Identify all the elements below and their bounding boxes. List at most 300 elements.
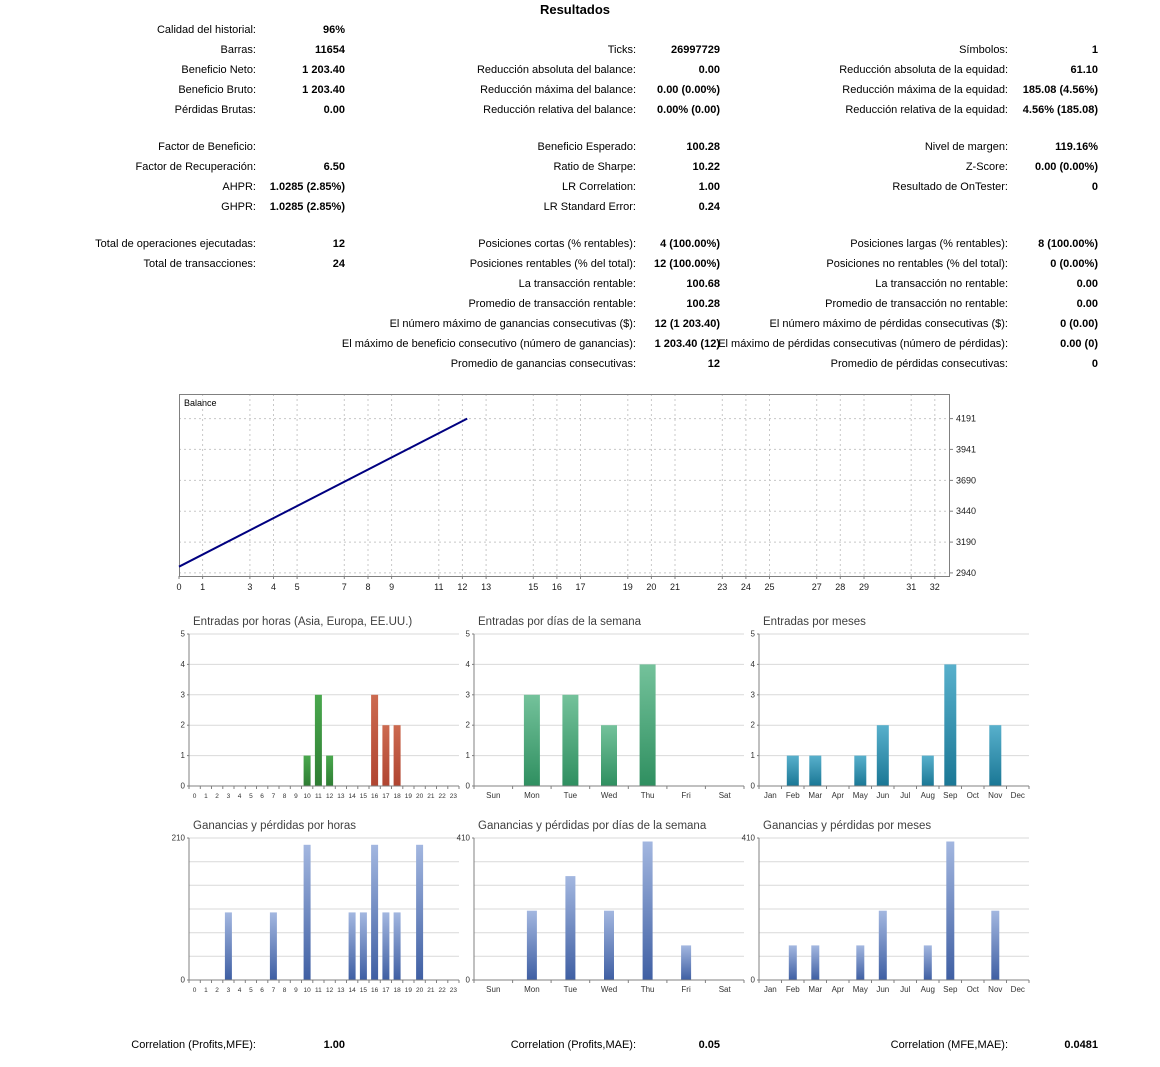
stats-block-1-col-3 (712, 20, 1098, 120)
stat-row (300, 1035, 720, 1055)
balance-chart (175, 394, 1005, 604)
stat-row (300, 197, 720, 217)
chart-title: Entradas por meses (763, 616, 866, 628)
svg-text:1: 1 (465, 751, 470, 761)
stat-value: 1.0285 (2.85%) (269, 181, 345, 193)
svg-text:Apr: Apr (831, 985, 845, 994)
stat-row (712, 254, 1098, 274)
stat-row (300, 294, 720, 314)
stats-block-3-col-1 (30, 234, 345, 274)
chart-profits-by-months (739, 820, 1039, 998)
stat-label: El número máximo de pérdidas consecutivas ($): (769, 318, 1008, 330)
svg-text:21: 21 (427, 793, 435, 800)
svg-text:6: 6 (260, 987, 264, 994)
chart-plot (169, 629, 469, 804)
svg-text:May: May (852, 791, 868, 800)
stat-label: La transacción rentable: (518, 278, 636, 290)
svg-text:Aug: Aug (920, 985, 935, 994)
stat-label: Reducción máxima del balance: (480, 84, 636, 96)
svg-text:Jul: Jul (900, 791, 911, 800)
svg-text:4: 4 (180, 659, 185, 669)
stats-block-1-col-1 (30, 20, 345, 120)
svg-text:3690: 3690 (956, 475, 977, 486)
stat-label: Posiciones no rentables (% del total): (826, 258, 1008, 270)
svg-text:32: 32 (929, 582, 940, 592)
svg-text:0: 0 (750, 975, 755, 985)
chart-title: Ganancias y pérdidas por meses (763, 820, 932, 832)
svg-text:8: 8 (365, 582, 371, 592)
stat-row (30, 80, 345, 100)
svg-text:Sep: Sep (943, 791, 958, 800)
stat-value: 0.05 (698, 1039, 720, 1051)
stat-value: 12 (707, 358, 720, 370)
stat-row (300, 20, 720, 40)
stat-value: 0.00 (0.00%) (1035, 161, 1098, 173)
svg-text:0: 0 (465, 781, 470, 791)
stat-label: Símbolos: (959, 44, 1008, 56)
stat-row (300, 100, 720, 120)
stat-label: Correlation (Profits,MFE): (131, 1039, 256, 1051)
svg-text:0: 0 (192, 793, 197, 800)
chart-profits-by-days (454, 820, 754, 998)
svg-text:1: 1 (180, 751, 185, 761)
svg-text:Mar: Mar (808, 985, 823, 994)
svg-text:Sun: Sun (486, 791, 501, 800)
svg-text:19: 19 (404, 793, 413, 800)
stat-value: 0.00 (0.00%) (657, 84, 720, 96)
svg-text:2: 2 (465, 720, 470, 730)
svg-text:23: 23 (449, 987, 458, 994)
svg-text:4191: 4191 (956, 413, 977, 424)
chart-plot (739, 629, 1039, 804)
stat-value: 1.0285 (2.85%) (269, 201, 345, 213)
balance-chart-label: Balance (184, 398, 217, 408)
svg-text:Jun: Jun (876, 985, 890, 994)
svg-text:Jun: Jun (876, 791, 890, 800)
svg-text:22: 22 (438, 793, 446, 800)
balance-chart-plot (175, 394, 1005, 599)
svg-text:14: 14 (348, 793, 356, 800)
stat-row (712, 354, 1098, 374)
stat-row (712, 234, 1098, 254)
chart-entries-by-days (454, 616, 754, 804)
stat-row (300, 177, 720, 197)
stats-block-2-col-2 (300, 137, 720, 217)
stat-row (300, 137, 720, 157)
stat-row (300, 80, 720, 100)
stat-label: Correlation (MFE,MAE): (890, 1039, 1008, 1051)
stat-row (712, 40, 1098, 60)
svg-text:2: 2 (215, 987, 219, 994)
svg-text:8: 8 (282, 793, 287, 800)
stat-row (712, 294, 1098, 314)
svg-text:Nov: Nov (988, 791, 1003, 800)
stat-row (30, 100, 345, 120)
stat-value: 8 (100.00%) (1038, 238, 1098, 250)
stat-value: 0.00 (0) (1060, 338, 1098, 350)
svg-text:4: 4 (237, 793, 242, 800)
svg-text:9: 9 (294, 793, 298, 800)
svg-text:3: 3 (180, 690, 185, 700)
svg-text:5: 5 (750, 629, 755, 639)
svg-text:17: 17 (382, 793, 390, 800)
stat-value: 185.08 (4.56%) (1022, 84, 1098, 96)
svg-text:4: 4 (270, 582, 277, 592)
svg-text:6: 6 (260, 793, 264, 800)
stat-label: Beneficio Bruto: (178, 84, 256, 96)
svg-text:410: 410 (456, 833, 470, 843)
svg-text:12: 12 (457, 582, 468, 592)
svg-text:7: 7 (271, 987, 276, 994)
svg-text:23: 23 (717, 582, 728, 592)
svg-text:1: 1 (750, 751, 755, 761)
stat-row (300, 254, 720, 274)
svg-text:May: May (852, 985, 868, 994)
entries-months-chart-svg (739, 629, 1039, 804)
stat-label: Posiciones cortas (% rentables): (478, 238, 636, 250)
svg-text:31: 31 (906, 582, 917, 592)
stat-row (30, 1035, 345, 1055)
svg-text:15: 15 (359, 793, 368, 800)
svg-text:9: 9 (294, 987, 298, 994)
svg-text:3: 3 (750, 690, 755, 700)
svg-text:19: 19 (622, 582, 633, 592)
chart-title: Ganancias y pérdidas por días de la semana (478, 820, 707, 832)
stat-value: 0.00 (323, 104, 345, 116)
svg-text:3: 3 (226, 987, 231, 994)
balance-chart-svg (175, 394, 1005, 599)
stat-value: 100.28 (686, 298, 720, 310)
svg-text:0: 0 (465, 975, 470, 985)
svg-text:4: 4 (237, 987, 242, 994)
stat-row (712, 274, 1098, 294)
stat-value: 61.10 (1070, 64, 1098, 76)
svg-text:13: 13 (337, 793, 345, 800)
svg-text:10: 10 (303, 793, 311, 800)
chart-plot (454, 629, 754, 804)
stat-label: Reducción relativa del balance: (483, 104, 636, 116)
stat-row (300, 60, 720, 80)
svg-text:0: 0 (192, 987, 197, 994)
stat-row (30, 157, 345, 177)
svg-text:18: 18 (393, 793, 401, 800)
chart-title: Entradas por horas (Asia, Europa, EE.UU.) (193, 616, 413, 628)
svg-text:4: 4 (750, 659, 755, 669)
stat-value: 0.00 (1076, 278, 1098, 290)
stat-row (712, 157, 1098, 177)
stat-row (30, 20, 345, 40)
svg-text:Fri: Fri (681, 985, 691, 994)
stat-row (712, 177, 1098, 197)
svg-text:5: 5 (465, 629, 470, 639)
svg-text:Wed: Wed (600, 791, 618, 800)
svg-text:13: 13 (337, 987, 345, 994)
svg-text:14: 14 (348, 987, 356, 994)
svg-text:Jan: Jan (763, 985, 777, 994)
svg-text:7: 7 (271, 793, 276, 800)
svg-text:16: 16 (370, 793, 379, 800)
svg-text:3: 3 (226, 793, 231, 800)
svg-text:Jul: Jul (900, 985, 911, 994)
svg-text:16: 16 (370, 987, 379, 994)
stat-label: La transacción no rentable: (875, 278, 1008, 290)
stat-row (30, 234, 345, 254)
stat-label: Resultado de OnTester: (892, 181, 1008, 193)
svg-text:Thu: Thu (640, 985, 655, 994)
svg-text:Mon: Mon (524, 791, 540, 800)
stat-label: Beneficio Esperado: (537, 141, 636, 153)
svg-text:Oct: Oct (966, 791, 980, 800)
stat-value: 0 (1091, 358, 1098, 370)
svg-text:10: 10 (303, 987, 311, 994)
stat-row (300, 274, 720, 294)
stat-value: 24 (332, 258, 345, 270)
svg-text:5: 5 (249, 793, 253, 800)
stat-label: El máximo de beneficio consecutivo (número de ganancias): (341, 338, 636, 350)
svg-text:0: 0 (180, 975, 185, 985)
svg-text:0: 0 (750, 781, 755, 791)
chart-plot (454, 833, 754, 998)
profits-hours-chart-svg (169, 833, 469, 998)
svg-text:Sun: Sun (486, 985, 501, 994)
stat-value: 4.56% (185.08) (1022, 104, 1098, 116)
svg-text:12: 12 (325, 793, 334, 800)
stat-value: 26997729 (671, 44, 720, 56)
profits-days-chart-svg (454, 833, 754, 998)
chart-profits-by-hours (169, 820, 469, 998)
svg-text:21: 21 (427, 987, 435, 994)
svg-text:1: 1 (204, 987, 208, 994)
svg-text:Nov: Nov (988, 985, 1003, 994)
stat-label: GHPR: (221, 201, 256, 213)
stat-label: El máximo de pérdidas consecutivas (número de pérdidas): (718, 338, 1008, 350)
svg-text:8: 8 (282, 987, 287, 994)
stat-row (712, 197, 1098, 217)
stat-value: 1 203.40 (302, 84, 345, 96)
svg-text:29: 29 (858, 582, 870, 592)
stat-label: Calidad del historial: (156, 24, 256, 36)
svg-text:0: 0 (176, 582, 182, 592)
chart-title: Ganancias y pérdidas por horas (193, 820, 357, 832)
correlation-col-1 (30, 1035, 345, 1055)
stat-label: Posiciones largas (% rentables): (850, 238, 1008, 250)
svg-text:Oct: Oct (966, 985, 980, 994)
stat-row (30, 40, 345, 60)
svg-text:21: 21 (669, 582, 681, 592)
stats-block-2-col-1 (30, 137, 345, 217)
stat-value: 0 (0.00) (1060, 318, 1098, 330)
svg-text:Jan: Jan (763, 791, 777, 800)
svg-text:Feb: Feb (785, 791, 800, 800)
stat-value: 1 203.40 (302, 64, 345, 76)
stat-row (300, 334, 720, 354)
svg-text:Mar: Mar (808, 791, 823, 800)
svg-text:24: 24 (740, 582, 751, 592)
svg-text:1: 1 (204, 793, 208, 800)
svg-text:Fri: Fri (681, 791, 691, 800)
svg-text:Thu: Thu (640, 791, 655, 800)
svg-text:3941: 3941 (956, 444, 977, 455)
stat-row (712, 314, 1098, 334)
stat-row (712, 100, 1098, 120)
svg-text:22: 22 (438, 987, 446, 994)
stat-label: AHPR: (222, 181, 256, 193)
stat-label: Promedio de transacción rentable: (468, 298, 636, 310)
stat-value: 100.28 (686, 141, 720, 153)
correlation-col-2 (300, 1035, 720, 1055)
stat-row (712, 1035, 1098, 1055)
svg-text:Sat: Sat (718, 791, 731, 800)
svg-text:17: 17 (575, 582, 586, 592)
stat-value: 12 (1 203.40) (654, 318, 720, 330)
profits-months-chart-svg (739, 833, 1039, 998)
stat-row (712, 20, 1098, 40)
svg-text:11: 11 (434, 582, 444, 592)
svg-text:28: 28 (835, 582, 846, 592)
svg-text:2: 2 (750, 720, 755, 730)
stat-value: 1 203.40 (12) (654, 338, 720, 350)
stat-row (300, 354, 720, 374)
svg-text:4: 4 (465, 659, 470, 669)
svg-text:1: 1 (200, 582, 206, 592)
stat-label: Posiciones rentables (% del total): (469, 258, 636, 270)
svg-text:Sat: Sat (718, 985, 731, 994)
page-title: Resultados (539, 2, 611, 17)
stat-row (300, 40, 720, 60)
svg-text:11: 11 (315, 793, 322, 800)
svg-text:11: 11 (315, 987, 322, 994)
stat-row (30, 254, 345, 274)
stat-label: Beneficio Neto: (181, 64, 256, 76)
stat-row (30, 177, 345, 197)
stat-label: Ticks: (607, 44, 636, 56)
stat-label: Total de transacciones: (143, 258, 256, 270)
stats-block-2-col-3 (712, 137, 1098, 217)
stat-value: 1.00 (323, 1039, 345, 1051)
stat-label: Promedio de transacción no rentable: (825, 298, 1008, 310)
stat-label: Correlation (Profits,MAE): (510, 1039, 636, 1051)
svg-text:2: 2 (180, 720, 185, 730)
svg-text:Mon: Mon (524, 985, 540, 994)
stat-value: 12 (100.00%) (653, 258, 720, 270)
stat-value: 6.50 (323, 161, 345, 173)
stat-value: 0.24 (698, 201, 720, 213)
chart-plot (739, 833, 1039, 998)
stat-label: Reducción relativa de la equidad: (845, 104, 1008, 116)
stat-label: Reducción absoluta de la equidad: (839, 64, 1008, 76)
stat-label: Z-Score: (965, 161, 1008, 173)
svg-text:27: 27 (811, 582, 822, 592)
stat-value: 4 (100.00%) (660, 238, 720, 250)
stat-row (300, 157, 720, 177)
stat-row (300, 314, 720, 334)
stat-value: 1 (1091, 44, 1098, 56)
svg-text:210: 210 (171, 833, 185, 843)
svg-text:5: 5 (249, 987, 253, 994)
svg-text:Wed: Wed (600, 985, 618, 994)
stat-value: 12 (332, 238, 345, 250)
svg-text:7: 7 (341, 582, 347, 592)
stat-label: Promedio de pérdidas consecutivas: (830, 358, 1008, 370)
svg-text:25: 25 (764, 582, 775, 592)
stat-row (30, 137, 345, 157)
correlation-col-3 (712, 1035, 1098, 1055)
entries-hours-chart-svg (169, 629, 469, 804)
svg-text:15: 15 (359, 987, 368, 994)
stat-label: Total de operaciones ejecutadas: (95, 238, 256, 250)
stat-value: 0.00 (698, 64, 720, 76)
stat-value: 119.16% (1055, 141, 1098, 153)
svg-text:Sep: Sep (943, 985, 958, 994)
svg-text:5: 5 (180, 629, 185, 639)
stat-label: Reducción absoluta del balance: (476, 64, 636, 76)
svg-text:3: 3 (247, 582, 253, 592)
stat-value: 0.0481 (1064, 1039, 1098, 1051)
stat-value: 0 (1091, 181, 1098, 193)
stat-value: 11654 (315, 44, 345, 56)
svg-text:13: 13 (481, 582, 492, 592)
stats-block-1-col-2 (300, 20, 720, 120)
stat-label: LR Standard Error: (543, 201, 636, 213)
stat-row (30, 60, 345, 80)
svg-text:16: 16 (551, 582, 562, 592)
svg-text:3: 3 (465, 690, 470, 700)
stat-value: 0 (0.00%) (1050, 258, 1098, 270)
svg-text:20: 20 (646, 582, 657, 592)
stat-value: 1.00 (698, 181, 720, 193)
svg-text:2: 2 (215, 793, 219, 800)
svg-text:3440: 3440 (956, 506, 977, 517)
stats-block-3-col-2 (300, 234, 720, 374)
svg-text:18: 18 (393, 987, 401, 994)
stat-label: Factor de Recuperación: (135, 161, 256, 173)
entries-days-chart-svg (454, 629, 754, 804)
stat-label: LR Correlation: (562, 181, 636, 193)
chart-plot (169, 833, 469, 998)
svg-text:Tue: Tue (563, 791, 578, 800)
stat-row (712, 137, 1098, 157)
svg-text:5: 5 (294, 582, 300, 592)
stat-value: 10.22 (692, 161, 720, 173)
svg-text:3190: 3190 (956, 537, 977, 548)
stat-label: Ratio de Sharpe: (553, 161, 636, 173)
svg-text:17: 17 (382, 987, 390, 994)
stat-label: Nivel de margen: (924, 141, 1008, 153)
stat-label: Barras: (220, 44, 256, 56)
svg-text:20: 20 (415, 793, 424, 800)
chart-entries-by-hours (169, 616, 469, 804)
svg-text:2940: 2940 (956, 567, 977, 578)
chart-entries-by-months (739, 616, 1039, 804)
stat-label: Promedio de ganancias consecutivas: (450, 358, 636, 370)
svg-text:Aug: Aug (920, 791, 935, 800)
svg-text:0: 0 (180, 781, 185, 791)
svg-text:410: 410 (741, 833, 755, 843)
svg-text:Dec: Dec (1010, 985, 1025, 994)
stat-label: Reducción máxima de la equidad: (842, 84, 1008, 96)
stat-row (300, 234, 720, 254)
stat-value: 0.00 (1076, 298, 1098, 310)
svg-text:Feb: Feb (785, 985, 800, 994)
svg-text:Apr: Apr (831, 791, 845, 800)
stat-row (30, 197, 345, 217)
stat-value: 96% (322, 24, 345, 36)
stat-label: Pérdidas Brutas: (174, 104, 256, 116)
stat-row (712, 80, 1098, 100)
svg-text:15: 15 (528, 582, 539, 592)
svg-text:12: 12 (325, 987, 334, 994)
svg-text:20: 20 (415, 987, 424, 994)
